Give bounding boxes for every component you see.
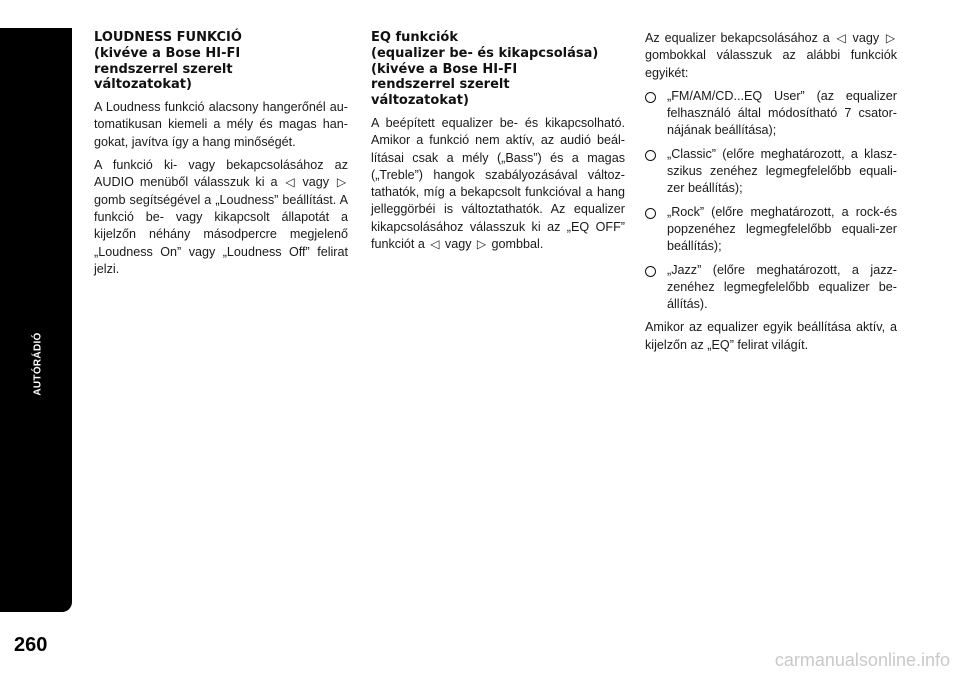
circle-bullet-icon <box>645 208 656 219</box>
heading-line: (equalizer be- és kikapcsolása) <box>371 45 599 61</box>
text-run: gomb segítségével a „Loudness” beállítást. A funkció be- vagy kikapcsolt állapotát a kijelzőn néhány másodpercre megjelenő „Loudness On” vagy „Loudness Off” felirat jelzi. <box>94 192 348 276</box>
heading-line: rendszerrel szerelt <box>371 77 510 93</box>
loudness-column <box>94 30 348 284</box>
text-run: A beépített equalizer be- és kikapcsolható. Amikor a funkció nem aktív, az audió beál-lításai csak a mély („Bass”) és a magas („Treble”) hangok szabályozásával változ-tathatók, míg a bekapcsolt funkcióval a hang jelleggörbéi is változtathatók. Az equalizer kikapcsolásához válasszuk ki az „EQ OFF” funkciót a <box>371 115 625 252</box>
list-item <box>645 146 897 198</box>
text-run: A funkció ki- vagy bekapcsolásához az AUDIO menüből válasszuk ki a <box>94 158 348 190</box>
right-triangle-icon: ▷ <box>476 237 487 252</box>
text-run: vagy <box>302 175 330 190</box>
option-text: „FM/AM/CD...EQ User” (az equalizer felhasználó által módosítható 7 csator-nájának beállítása); <box>667 88 897 138</box>
watermark: carmanualsonline.info <box>774 650 950 670</box>
heading-line: (kivéve a Bose HI-FI <box>371 61 518 77</box>
section-label: AUTÓRÁDIÓ <box>32 332 44 396</box>
text-run: vagy <box>852 31 880 45</box>
text-run: gombbal. <box>491 237 544 252</box>
left-triangle-icon: ◁ <box>836 31 846 45</box>
eq-description <box>371 115 625 253</box>
circle-bullet-icon <box>645 92 656 103</box>
left-triangle-icon: ◁ <box>285 175 295 190</box>
text-run: vagy <box>444 237 472 252</box>
loudness-heading <box>94 30 348 93</box>
heading-line: változatokat) <box>94 77 192 93</box>
eq-select-intro <box>645 30 897 82</box>
list-item <box>645 204 897 256</box>
right-triangle-icon: ▷ <box>885 31 896 45</box>
eq-column <box>371 30 625 259</box>
heading-line: változatokat) <box>371 93 469 109</box>
option-text: „Rock” (előre meghatározott, a rock-és popzenéhez legmegfelelőbb equali-zer beállítás); <box>667 204 897 254</box>
option-text: „Jazz” (előre meghatározott, a jazz-zenéhez legmegfelelőbb equalizer be-állítás). <box>667 262 897 312</box>
left-triangle-icon: ◁ <box>430 237 440 252</box>
eq-active-note: Amikor az equalizer egyik beállítása aktív, a kijelzőn az „EQ” felirat világít. <box>645 320 897 352</box>
text-run: Az equalizer bekapcsolásához a <box>645 31 830 45</box>
heading-line: (kivéve a Bose HI-FI <box>94 45 241 61</box>
loudness-instructions <box>94 157 348 278</box>
text-run: gombokkal válasszuk az alábbi funkciók egyikét: <box>645 48 897 80</box>
list-item <box>645 88 897 140</box>
heading-line: EQ funkciók <box>371 30 459 45</box>
right-triangle-icon: ▷ <box>336 175 347 190</box>
chapter-sidebar <box>0 28 72 612</box>
eq-select-column <box>645 30 897 360</box>
heading-line: rendszerrel szerelt <box>94 61 233 77</box>
circle-bullet-icon <box>645 150 656 161</box>
loudness-description: A Loudness funkció alacsony hangerőnél au-tomatikusan kiemeli a mély és magas han-gokat, javítva így a hang minőségét. <box>94 100 348 149</box>
eq-options-list <box>645 88 897 314</box>
list-item <box>645 262 897 314</box>
circle-bullet-icon <box>645 266 656 277</box>
page-number: 260 <box>14 634 48 656</box>
option-text: „Classic” (előre meghatározott, a klasz-szikus zenéhez legmegfelelőbb equali-zer beállítás); <box>667 146 897 196</box>
heading-line: LOUDNESS FUNKCIÓ <box>94 30 242 45</box>
eq-heading <box>371 30 625 109</box>
